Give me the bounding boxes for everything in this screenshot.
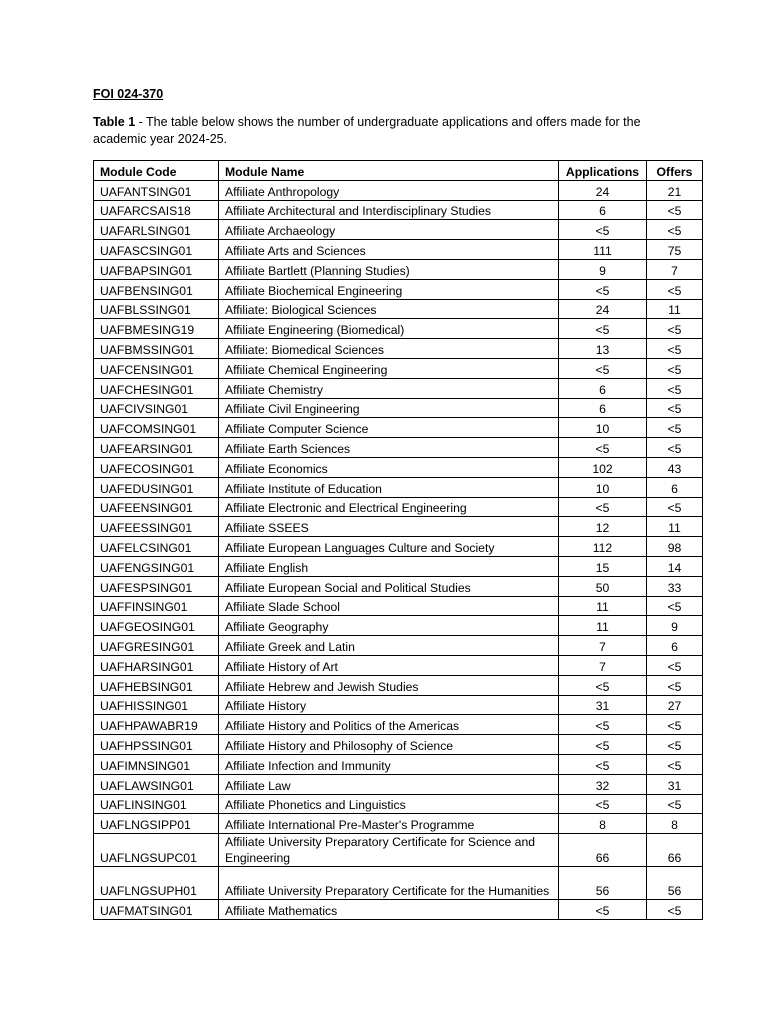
applications-cell: <5 [559, 497, 647, 517]
offers-cell: <5 [647, 900, 703, 920]
table-row [94, 200, 703, 220]
table-row [94, 398, 703, 418]
offers-cell: <5 [647, 339, 703, 359]
offers-cell: <5 [647, 754, 703, 774]
applications-cell: <5 [559, 220, 647, 240]
table-row [94, 636, 703, 656]
table-row [94, 774, 703, 794]
table-row [94, 596, 703, 616]
module-code-cell: UAFLINSING01 [94, 794, 219, 814]
table-row [94, 537, 703, 557]
table-row [94, 418, 703, 438]
table-row [94, 259, 703, 279]
applications-cell: 13 [559, 339, 647, 359]
offers-cell: <5 [647, 675, 703, 695]
module-name-cell: Affiliate European Social and Political Studies [219, 576, 559, 596]
module-name-cell: Affiliate Chemical Engineering [219, 358, 559, 378]
applications-cell: 102 [559, 457, 647, 477]
applications-cell: <5 [559, 794, 647, 814]
table-row [94, 319, 703, 339]
module-code-cell: UAFEARSING01 [94, 438, 219, 458]
offers-cell: 6 [647, 636, 703, 656]
header-module-code: Module Code [94, 161, 219, 181]
offers-cell: 31 [647, 774, 703, 794]
module-code-cell: UAFESPSING01 [94, 576, 219, 596]
applications-cell: <5 [559, 358, 647, 378]
applications-cell: 111 [559, 240, 647, 260]
module-code-cell: UAFBENSING01 [94, 279, 219, 299]
offers-cell: 21 [647, 180, 703, 200]
table-row [94, 457, 703, 477]
module-name-cell: Affiliate History [219, 695, 559, 715]
table-row [94, 675, 703, 695]
header-module-name: Module Name [219, 161, 559, 181]
module-code-cell: UAFBAPSING01 [94, 259, 219, 279]
table-row [94, 616, 703, 636]
applications-cell: <5 [559, 900, 647, 920]
table-row [94, 220, 703, 240]
module-code-cell: UAFBMESING19 [94, 319, 219, 339]
table-row [94, 867, 703, 900]
applications-cell: 50 [559, 576, 647, 596]
offers-cell: 11 [647, 299, 703, 319]
module-code-cell: UAFCHESING01 [94, 378, 219, 398]
module-name-cell: Affiliate Arts and Sciences [219, 240, 559, 260]
module-code-cell: UAFFINSING01 [94, 596, 219, 616]
offers-cell: 6 [647, 477, 703, 497]
applications-cell: <5 [559, 438, 647, 458]
module-code-cell: UAFHPAWABR19 [94, 715, 219, 735]
applications-cell: 32 [559, 774, 647, 794]
table-row [94, 715, 703, 735]
table-row [94, 814, 703, 834]
caption-label: Table 1 [93, 115, 136, 129]
module-name-cell: Affiliate Law [219, 774, 559, 794]
module-name-cell: Affiliate Electronic and Electrical Engineering [219, 497, 559, 517]
module-name-cell: Affiliate History and Politics of the Americas [219, 715, 559, 735]
offers-cell: <5 [647, 596, 703, 616]
module-code-cell: UAFEENSING01 [94, 497, 219, 517]
applications-cell: 11 [559, 616, 647, 636]
table-row [94, 695, 703, 715]
table-row [94, 279, 703, 299]
module-code-cell: UAFELCSING01 [94, 537, 219, 557]
module-code-cell: UAFLNGSUPC01 [94, 834, 219, 867]
applications-cell: 24 [559, 299, 647, 319]
applications-cell: <5 [559, 279, 647, 299]
table-row [94, 477, 703, 497]
applications-cell: 12 [559, 517, 647, 537]
applications-cell: <5 [559, 735, 647, 755]
module-code-cell: UAFASCSING01 [94, 240, 219, 260]
module-name-cell: Affiliate European Languages Culture and Society [219, 537, 559, 557]
applications-cell: 6 [559, 378, 647, 398]
caption-text: - The table below shows the number of undergraduate applications and offers made for the academic year 2024-25. [93, 115, 641, 146]
offers-cell: 56 [647, 867, 703, 900]
table-row [94, 834, 703, 867]
module-name-cell: Affiliate English [219, 556, 559, 576]
applications-cell: 15 [559, 556, 647, 576]
module-name-cell: Affiliate Bartlett (Planning Studies) [219, 259, 559, 279]
offers-cell: <5 [647, 794, 703, 814]
module-name-cell: Affiliate Civil Engineering [219, 398, 559, 418]
offers-cell: 43 [647, 457, 703, 477]
table-row [94, 378, 703, 398]
table-header-row [94, 161, 703, 181]
module-name-cell: Affiliate Institute of Education [219, 477, 559, 497]
applications-cell: 56 [559, 867, 647, 900]
table-caption [93, 114, 693, 148]
module-name-cell: Affiliate Computer Science [219, 418, 559, 438]
table-row [94, 794, 703, 814]
module-code-cell: UAFGEOSING01 [94, 616, 219, 636]
offers-cell: 33 [647, 576, 703, 596]
module-code-cell: UAFHARSING01 [94, 655, 219, 675]
module-name-cell: Affiliate Chemistry [219, 378, 559, 398]
module-code-cell: UAFGRESING01 [94, 636, 219, 656]
offers-cell: <5 [647, 418, 703, 438]
module-name-cell: Affiliate Engineering (Biomedical) [219, 319, 559, 339]
module-code-cell: UAFBLSSING01 [94, 299, 219, 319]
module-code-cell: UAFENGSING01 [94, 556, 219, 576]
module-code-cell: UAFEESSING01 [94, 517, 219, 537]
applications-cell: <5 [559, 715, 647, 735]
module-name-cell: Affiliate Infection and Immunity [219, 754, 559, 774]
applications-cell: 8 [559, 814, 647, 834]
module-name-cell: Affiliate Hebrew and Jewish Studies [219, 675, 559, 695]
module-name-cell: Affiliate History of Art [219, 655, 559, 675]
module-code-cell: UAFCENSING01 [94, 358, 219, 378]
module-code-cell: UAFECOSING01 [94, 457, 219, 477]
module-code-cell: UAFHEBSING01 [94, 675, 219, 695]
table-body [94, 180, 703, 919]
table-row [94, 358, 703, 378]
offers-cell: <5 [647, 715, 703, 735]
offers-cell: 9 [647, 616, 703, 636]
module-code-cell: UAFHPSSING01 [94, 735, 219, 755]
offers-cell: <5 [647, 358, 703, 378]
offers-cell: <5 [647, 438, 703, 458]
offers-cell: 66 [647, 834, 703, 867]
module-name-cell: Affiliate Earth Sciences [219, 438, 559, 458]
module-name-cell: Affiliate SSEES [219, 517, 559, 537]
module-name-cell: Affiliate Phonetics and Linguistics [219, 794, 559, 814]
applications-cell: 10 [559, 477, 647, 497]
applications-cell: 7 [559, 636, 647, 656]
offers-cell: 75 [647, 240, 703, 260]
module-name-cell: Affiliate University Preparatory Certificate for the Humanities [219, 867, 559, 900]
module-name-cell: Affiliate: Biological Sciences [219, 299, 559, 319]
table-row [94, 754, 703, 774]
offers-cell: 7 [647, 259, 703, 279]
table-row [94, 299, 703, 319]
module-code-cell: UAFARLSING01 [94, 220, 219, 240]
table-row [94, 655, 703, 675]
applications-cell: 11 [559, 596, 647, 616]
module-code-cell: UAFIMNSING01 [94, 754, 219, 774]
applications-cell: 24 [559, 180, 647, 200]
table-row [94, 438, 703, 458]
table-row [94, 339, 703, 359]
applications-cell: 6 [559, 200, 647, 220]
offers-cell: 14 [647, 556, 703, 576]
applications-table [93, 160, 703, 920]
table-row [94, 240, 703, 260]
module-name-cell: Affiliate University Preparatory Certificate for Science and Engineering [219, 834, 559, 867]
offers-cell: <5 [647, 378, 703, 398]
offers-cell: <5 [647, 319, 703, 339]
module-name-cell: Affiliate Greek and Latin [219, 636, 559, 656]
module-name-cell: Affiliate History and Philosophy of Science [219, 735, 559, 755]
applications-cell: 6 [559, 398, 647, 418]
module-code-cell: UAFCIVSING01 [94, 398, 219, 418]
module-code-cell: UAFEDUSING01 [94, 477, 219, 497]
module-name-cell: Affiliate: Biomedical Sciences [219, 339, 559, 359]
table-row [94, 735, 703, 755]
header-offers: Offers [647, 161, 703, 181]
table-row [94, 180, 703, 200]
table-row [94, 900, 703, 920]
module-code-cell: UAFLNGSIPP01 [94, 814, 219, 834]
header-applications: Applications [559, 161, 647, 181]
table-row [94, 576, 703, 596]
module-name-cell: Affiliate Architectural and Interdisciplinary Studies [219, 200, 559, 220]
module-name-cell: Affiliate International Pre-Master's Programme [219, 814, 559, 834]
module-name-cell: Affiliate Anthropology [219, 180, 559, 200]
offers-cell: 98 [647, 537, 703, 557]
applications-cell: <5 [559, 675, 647, 695]
module-code-cell: UAFBMSSING01 [94, 339, 219, 359]
applications-cell: 9 [559, 259, 647, 279]
module-name-cell: Affiliate Mathematics [219, 900, 559, 920]
offers-cell: <5 [647, 398, 703, 418]
applications-cell: 7 [559, 655, 647, 675]
applications-cell: 31 [559, 695, 647, 715]
offers-cell: 8 [647, 814, 703, 834]
applications-cell: 10 [559, 418, 647, 438]
module-code-cell: UAFHISSING01 [94, 695, 219, 715]
module-name-cell: Affiliate Economics [219, 457, 559, 477]
applications-cell: <5 [559, 754, 647, 774]
document-title: FOI 024-370 [93, 87, 164, 101]
offers-cell: <5 [647, 200, 703, 220]
offers-cell: <5 [647, 655, 703, 675]
table-row [94, 556, 703, 576]
offers-cell: <5 [647, 735, 703, 755]
module-name-cell: Affiliate Archaeology [219, 220, 559, 240]
module-code-cell: UAFLAWSING01 [94, 774, 219, 794]
offers-cell: <5 [647, 220, 703, 240]
module-code-cell: UAFANTSING01 [94, 180, 219, 200]
module-code-cell: UAFARCSAIS18 [94, 200, 219, 220]
offers-cell: 27 [647, 695, 703, 715]
module-code-cell: UAFLNGSUPH01 [94, 867, 219, 900]
offers-cell: <5 [647, 497, 703, 517]
table-row [94, 517, 703, 537]
offers-cell: 11 [647, 517, 703, 537]
module-name-cell: Affiliate Geography [219, 616, 559, 636]
offers-cell: <5 [647, 279, 703, 299]
applications-cell: 112 [559, 537, 647, 557]
applications-cell: <5 [559, 319, 647, 339]
module-code-cell: UAFCOMSING01 [94, 418, 219, 438]
table-row [94, 497, 703, 517]
module-name-cell: Affiliate Slade School [219, 596, 559, 616]
applications-cell: 66 [559, 834, 647, 867]
module-code-cell: UAFMATSING01 [94, 900, 219, 920]
module-name-cell: Affiliate Biochemical Engineering [219, 279, 559, 299]
